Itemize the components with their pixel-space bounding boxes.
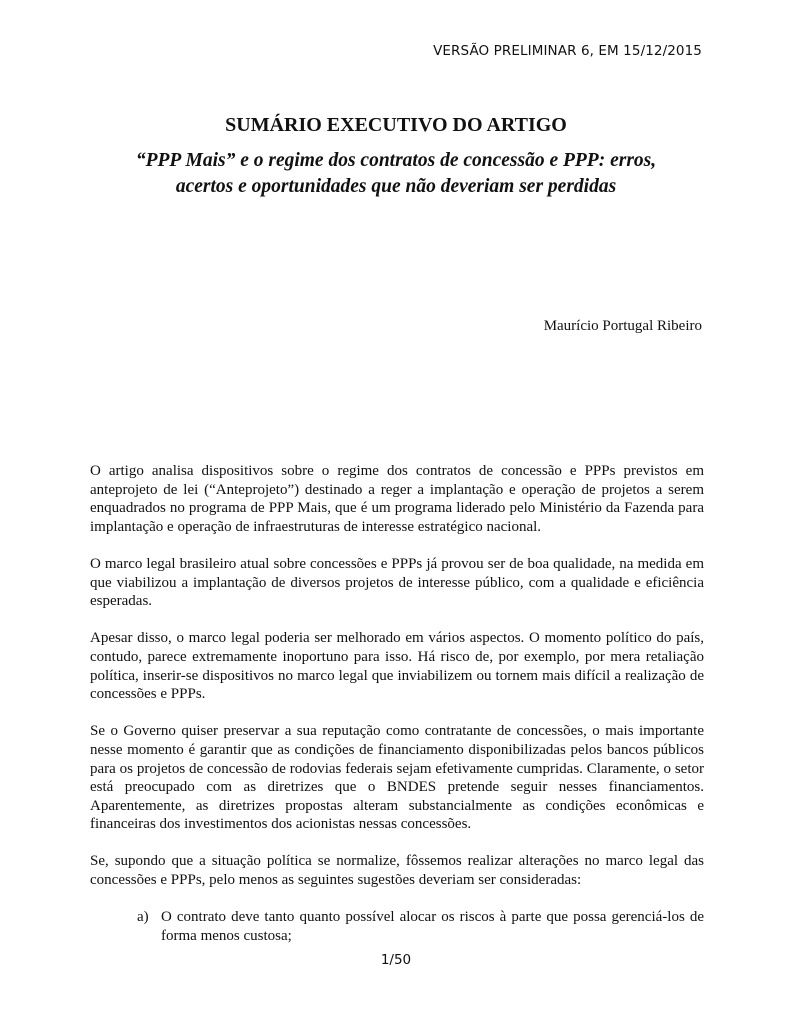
paragraph: O marco legal brasileiro atual sobre concessões e PPPs já provou ser de boa qualidade, na medida em que viabilizou a implantação de diversos projetos de interesse público, com a qualidade e eficiência esperadas.	[90, 555, 704, 610]
subtitle-line-1: “PPP Mais” e o regime dos contratos de concessão e PPP: erros,	[135, 150, 657, 171]
version-header: VERSÃO PRELIMINAR 6, EM 15/12/2015	[433, 43, 702, 59]
paragraph: O artigo analisa dispositivos sobre o regime dos contratos de concessão e PPPs previstos em anteprojeto de lei (“Anteprojeto”) destinado a reger a implantação e operação de projetos a serem enquadrados no programa de PPP Mais, que é um programa liderado pelo Ministério da Fazenda para implantação e operação de infraestruturas de interesse estratégico nacional.	[90, 463, 704, 535]
list-item-text: O contrato deve tanto quanto possível alocar os riscos à parte que possa gerenciá-los de forma menos custosa;	[161, 909, 704, 944]
paragraph: Se o Governo quiser preservar a sua reputação como contratante de concessões, o mais importante nesse momento é garantir que as condições de financiamento disponibilizadas pelos bancos públicos para os projetos de concessão de rodovias federais sejam efetivamente cumpridas. Claramente, o setor está preocupado com as diretrizes que o BNDES pretende seguir nesses financiamentos. Aparentemente, as diretrizes propostas alteram substancialmente as condições econômicas e financeiras dos investimentos dos acionistas nessas concessões.	[90, 723, 704, 833]
suggestions-list	[90, 908, 704, 945]
document-subtitle	[90, 148, 702, 200]
page-number: 1/50	[380, 952, 412, 968]
list-item-marker: a)	[137, 909, 149, 926]
document-title: SUMÁRIO EXECUTIVO DO ARTIGO	[225, 114, 567, 136]
author-name: Maurício Portugal Ribeiro	[543, 318, 702, 334]
subtitle-line-2: acertos e oportunidades que não deveriam ser perdidas	[175, 176, 617, 197]
paragraph: Apesar disso, o marco legal poderia ser melhorado em vários aspectos. O momento político do país, contudo, parece extremamente inoportuno para isso. Há risco de, por exemplo, por mera retaliação política, inserir-se dispositivos no marco legal que inviabilizem ou tornem mais difícil a realização de concessões e PPPs.	[90, 630, 704, 703]
document-body	[90, 462, 704, 945]
paragraph: Se, supondo que a situação política se normalize, fôssemos realizar alterações no marco legal das concessões e PPPs, pelo menos as seguintes sugestões deveriam ser consideradas:	[90, 853, 704, 889]
list-item	[90, 908, 704, 945]
